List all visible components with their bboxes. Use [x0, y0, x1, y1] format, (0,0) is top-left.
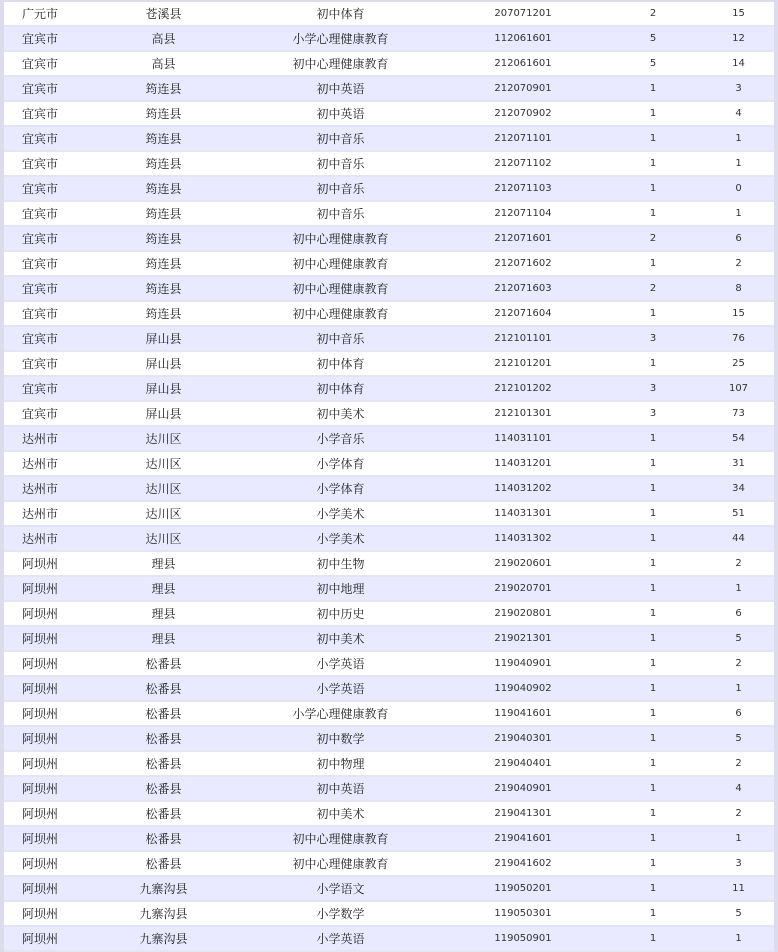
applicants-cell: 15: [703, 302, 774, 327]
table-row: [4, 602, 774, 627]
quota-cell: 1: [603, 677, 703, 702]
table-row: [4, 52, 774, 77]
subject-cell: 初中音乐: [238, 177, 443, 202]
position-code-cell: 119040901: [443, 652, 603, 677]
position-code-cell: 119050201: [443, 877, 603, 902]
subject-cell: 初中体育: [238, 377, 443, 402]
quota-cell: 1: [603, 902, 703, 927]
applicants-cell: 4: [703, 102, 774, 127]
applicants-cell: 1: [703, 152, 774, 177]
quota-cell: 1: [603, 427, 703, 452]
quota-cell: 1: [603, 702, 703, 727]
county-cell: 屏山县: [89, 402, 238, 427]
county-cell: 松番县: [89, 852, 238, 877]
county-cell: 屏山县: [89, 352, 238, 377]
quota-cell: 1: [603, 502, 703, 527]
city-cell: 宜宾市: [4, 202, 89, 227]
quota-cell: 1: [603, 602, 703, 627]
county-cell: 九寨沟县: [89, 902, 238, 927]
position-code-cell: 212070902: [443, 102, 603, 127]
county-cell: 松番县: [89, 827, 238, 852]
applicants-cell: 1: [703, 577, 774, 602]
quota-cell: 1: [603, 927, 703, 952]
subject-cell: 初中心理健康教育: [238, 302, 443, 327]
quota-cell: 1: [603, 802, 703, 827]
county-cell: 筠连县: [89, 202, 238, 227]
subject-cell: 初中心理健康教育: [238, 827, 443, 852]
applicants-cell: 107: [703, 377, 774, 402]
subject-cell: 初中英语: [238, 102, 443, 127]
position-code-cell: 212061601: [443, 52, 603, 77]
quota-cell: 1: [603, 577, 703, 602]
table-row: [4, 177, 774, 202]
subject-cell: 初中英语: [238, 77, 443, 102]
table-row: [4, 452, 774, 477]
subject-cell: 初中体育: [238, 2, 443, 27]
subject-cell: 初中数学: [238, 727, 443, 752]
table-row: [4, 577, 774, 602]
city-cell: 阿坝州: [4, 727, 89, 752]
position-code-cell: 219041301: [443, 802, 603, 827]
table-row: [4, 702, 774, 727]
county-cell: 筠连县: [89, 102, 238, 127]
table-container: [4, 2, 774, 952]
applicants-cell: 2: [703, 652, 774, 677]
quota-cell: 2: [603, 2, 703, 27]
quota-cell: 1: [603, 202, 703, 227]
table-row: [4, 352, 774, 377]
position-code-cell: 219021301: [443, 627, 603, 652]
city-cell: 宜宾市: [4, 352, 89, 377]
applicants-cell: 54: [703, 427, 774, 452]
quota-cell: 3: [603, 377, 703, 402]
applicants-cell: 1: [703, 927, 774, 952]
subject-cell: 小学美术: [238, 527, 443, 552]
table-row: [4, 677, 774, 702]
city-cell: 宜宾市: [4, 27, 89, 52]
county-cell: 筠连县: [89, 127, 238, 152]
table-row: [4, 27, 774, 52]
quota-cell: 1: [603, 177, 703, 202]
table-row: [4, 852, 774, 877]
applicants-cell: 51: [703, 502, 774, 527]
position-code-cell: 212071602: [443, 252, 603, 277]
subject-cell: 小学心理健康教育: [238, 27, 443, 52]
county-cell: 筠连县: [89, 277, 238, 302]
county-cell: 松番县: [89, 777, 238, 802]
city-cell: 阿坝州: [4, 702, 89, 727]
position-code-cell: 219041601: [443, 827, 603, 852]
position-code-cell: 212101101: [443, 327, 603, 352]
county-cell: 松番县: [89, 652, 238, 677]
table-row: [4, 552, 774, 577]
county-cell: 松番县: [89, 802, 238, 827]
table-row: [4, 927, 774, 952]
table-row: [4, 827, 774, 852]
position-code-cell: 219040401: [443, 752, 603, 777]
position-code-cell: 212071102: [443, 152, 603, 177]
applicants-cell: 31: [703, 452, 774, 477]
quota-cell: 1: [603, 352, 703, 377]
quota-cell: 2: [603, 277, 703, 302]
table-row: [4, 152, 774, 177]
county-cell: 达川区: [89, 502, 238, 527]
applicants-cell: 15: [703, 2, 774, 27]
position-code-cell: 212071104: [443, 202, 603, 227]
position-code-cell: 212071101: [443, 127, 603, 152]
quota-cell: 1: [603, 152, 703, 177]
county-cell: 筠连县: [89, 302, 238, 327]
applicants-cell: 1: [703, 127, 774, 152]
table-row: [4, 902, 774, 927]
county-cell: 筠连县: [89, 177, 238, 202]
subject-cell: 初中美术: [238, 802, 443, 827]
county-cell: 达川区: [89, 452, 238, 477]
quota-cell: 1: [603, 127, 703, 152]
applicants-cell: 6: [703, 602, 774, 627]
position-code-cell: 219020701: [443, 577, 603, 602]
subject-cell: 初中音乐: [238, 202, 443, 227]
applicants-cell: 2: [703, 802, 774, 827]
applicants-cell: 2: [703, 552, 774, 577]
city-cell: 宜宾市: [4, 177, 89, 202]
position-code-cell: 112061601: [443, 27, 603, 52]
quota-cell: 1: [603, 652, 703, 677]
city-cell: 宜宾市: [4, 327, 89, 352]
quota-cell: 1: [603, 877, 703, 902]
position-code-cell: 219020801: [443, 602, 603, 627]
quota-cell: 1: [603, 752, 703, 777]
city-cell: 阿坝州: [4, 677, 89, 702]
county-cell: 筠连县: [89, 227, 238, 252]
position-code-cell: 219040901: [443, 777, 603, 802]
quota-cell: 3: [603, 327, 703, 352]
subject-cell: 初中历史: [238, 602, 443, 627]
quota-cell: 1: [603, 102, 703, 127]
applicants-cell: 8: [703, 277, 774, 302]
city-cell: 宜宾市: [4, 77, 89, 102]
applicants-cell: 76: [703, 327, 774, 352]
city-cell: 阿坝州: [4, 602, 89, 627]
city-cell: 宜宾市: [4, 277, 89, 302]
city-cell: 宜宾市: [4, 402, 89, 427]
position-code-cell: 114031202: [443, 477, 603, 502]
table-row: [4, 2, 774, 27]
city-cell: 宜宾市: [4, 127, 89, 152]
applicants-cell: 25: [703, 352, 774, 377]
county-cell: 理县: [89, 627, 238, 652]
subject-cell: 初中音乐: [238, 327, 443, 352]
city-cell: 阿坝州: [4, 552, 89, 577]
applicants-cell: 4: [703, 777, 774, 802]
county-cell: 松番县: [89, 677, 238, 702]
subject-cell: 初中生物: [238, 552, 443, 577]
county-cell: 筠连县: [89, 252, 238, 277]
quota-cell: 1: [603, 777, 703, 802]
county-cell: 松番县: [89, 727, 238, 752]
county-cell: 理县: [89, 552, 238, 577]
city-cell: 阿坝州: [4, 902, 89, 927]
position-code-cell: 119050301: [443, 902, 603, 927]
recruitment-table: [4, 2, 774, 952]
quota-cell: 1: [603, 552, 703, 577]
quota-cell: 1: [603, 727, 703, 752]
table-row: [4, 227, 774, 252]
subject-cell: 初中心理健康教育: [238, 852, 443, 877]
city-cell: 阿坝州: [4, 652, 89, 677]
table-row: [4, 652, 774, 677]
position-code-cell: 212101202: [443, 377, 603, 402]
position-code-cell: 212071601: [443, 227, 603, 252]
table-row: [4, 202, 774, 227]
quota-cell: 1: [603, 527, 703, 552]
subject-cell: 小学语文: [238, 877, 443, 902]
position-code-cell: 114031302: [443, 527, 603, 552]
city-cell: 宜宾市: [4, 227, 89, 252]
applicants-cell: 5: [703, 902, 774, 927]
city-cell: 阿坝州: [4, 577, 89, 602]
county-cell: 理县: [89, 577, 238, 602]
county-cell: 筠连县: [89, 77, 238, 102]
county-cell: 达川区: [89, 527, 238, 552]
table-row: [4, 402, 774, 427]
quota-cell: 1: [603, 302, 703, 327]
table-row: [4, 627, 774, 652]
table-row: [4, 727, 774, 752]
applicants-cell: 1: [703, 677, 774, 702]
city-cell: 宜宾市: [4, 302, 89, 327]
county-cell: 达川区: [89, 427, 238, 452]
applicants-cell: 2: [703, 252, 774, 277]
table-row: [4, 527, 774, 552]
city-cell: 达州市: [4, 452, 89, 477]
table-row: [4, 102, 774, 127]
subject-cell: 初中美术: [238, 627, 443, 652]
position-code-cell: 219040301: [443, 727, 603, 752]
position-code-cell: 207071201: [443, 2, 603, 27]
applicants-cell: 14: [703, 52, 774, 77]
table-row: [4, 377, 774, 402]
county-cell: 达川区: [89, 477, 238, 502]
county-cell: 高县: [89, 27, 238, 52]
table-row: [4, 302, 774, 327]
applicants-cell: 1: [703, 827, 774, 852]
city-cell: 达州市: [4, 502, 89, 527]
position-code-cell: 212071603: [443, 277, 603, 302]
applicants-cell: 73: [703, 402, 774, 427]
table-row: [4, 752, 774, 777]
subject-cell: 小学英语: [238, 677, 443, 702]
subject-cell: 小学体育: [238, 452, 443, 477]
quota-cell: 1: [603, 852, 703, 877]
subject-cell: 初中音乐: [238, 152, 443, 177]
city-cell: 宜宾市: [4, 377, 89, 402]
city-cell: 阿坝州: [4, 877, 89, 902]
county-cell: 松番县: [89, 702, 238, 727]
city-cell: 达州市: [4, 427, 89, 452]
table-row: [4, 502, 774, 527]
quota-cell: 5: [603, 52, 703, 77]
position-code-cell: 212071103: [443, 177, 603, 202]
city-cell: 广元市: [4, 2, 89, 27]
position-code-cell: 114031201: [443, 452, 603, 477]
subject-cell: 初中英语: [238, 777, 443, 802]
city-cell: 阿坝州: [4, 927, 89, 952]
applicants-cell: 44: [703, 527, 774, 552]
subject-cell: 初中体育: [238, 352, 443, 377]
position-code-cell: 219041602: [443, 852, 603, 877]
city-cell: 宜宾市: [4, 102, 89, 127]
city-cell: 达州市: [4, 527, 89, 552]
applicants-cell: 6: [703, 702, 774, 727]
county-cell: 理县: [89, 602, 238, 627]
position-code-cell: 119050901: [443, 927, 603, 952]
applicants-cell: 11: [703, 877, 774, 902]
applicants-cell: 2: [703, 752, 774, 777]
subject-cell: 小学英语: [238, 652, 443, 677]
city-cell: 阿坝州: [4, 627, 89, 652]
city-cell: 宜宾市: [4, 152, 89, 177]
city-cell: 阿坝州: [4, 802, 89, 827]
county-cell: 高县: [89, 52, 238, 77]
table-row: [4, 127, 774, 152]
table-body: [4, 2, 774, 952]
subject-cell: 初中美术: [238, 402, 443, 427]
county-cell: 筠连县: [89, 152, 238, 177]
county-cell: 九寨沟县: [89, 927, 238, 952]
subject-cell: 初中心理健康教育: [238, 277, 443, 302]
table-row: [4, 327, 774, 352]
city-cell: 宜宾市: [4, 252, 89, 277]
subject-cell: 初中音乐: [238, 127, 443, 152]
subject-cell: 小学数学: [238, 902, 443, 927]
applicants-cell: 1: [703, 202, 774, 227]
table-row: [4, 252, 774, 277]
subject-cell: 小学体育: [238, 477, 443, 502]
subject-cell: 初中心理健康教育: [238, 227, 443, 252]
position-code-cell: 212071604: [443, 302, 603, 327]
applicants-cell: 5: [703, 627, 774, 652]
table-row: [4, 277, 774, 302]
subject-cell: 小学美术: [238, 502, 443, 527]
county-cell: 屏山县: [89, 327, 238, 352]
position-code-cell: 219020601: [443, 552, 603, 577]
subject-cell: 初中地理: [238, 577, 443, 602]
quota-cell: 1: [603, 477, 703, 502]
table-row: [4, 427, 774, 452]
quota-cell: 5: [603, 27, 703, 52]
quota-cell: 2: [603, 227, 703, 252]
city-cell: 阿坝州: [4, 852, 89, 877]
applicants-cell: 34: [703, 477, 774, 502]
table-row: [4, 77, 774, 102]
city-cell: 阿坝州: [4, 752, 89, 777]
subject-cell: 初中物理: [238, 752, 443, 777]
position-code-cell: 114031301: [443, 502, 603, 527]
county-cell: 屏山县: [89, 377, 238, 402]
table-row: [4, 477, 774, 502]
position-code-cell: 212101301: [443, 402, 603, 427]
county-cell: 九寨沟县: [89, 877, 238, 902]
subject-cell: 小学心理健康教育: [238, 702, 443, 727]
county-cell: 松番县: [89, 752, 238, 777]
subject-cell: 初中心理健康教育: [238, 52, 443, 77]
applicants-cell: 6: [703, 227, 774, 252]
quota-cell: 1: [603, 627, 703, 652]
subject-cell: 初中心理健康教育: [238, 252, 443, 277]
table-row: [4, 777, 774, 802]
position-code-cell: 212101201: [443, 352, 603, 377]
subject-cell: 小学英语: [238, 927, 443, 952]
position-code-cell: 114031101: [443, 427, 603, 452]
city-cell: 达州市: [4, 477, 89, 502]
position-code-cell: 212070901: [443, 77, 603, 102]
applicants-cell: 5: [703, 727, 774, 752]
quota-cell: 1: [603, 452, 703, 477]
county-cell: 苍溪县: [89, 2, 238, 27]
table-row: [4, 802, 774, 827]
city-cell: 阿坝州: [4, 777, 89, 802]
applicants-cell: 3: [703, 77, 774, 102]
quota-cell: 1: [603, 252, 703, 277]
city-cell: 阿坝州: [4, 827, 89, 852]
quota-cell: 3: [603, 402, 703, 427]
quota-cell: 1: [603, 77, 703, 102]
city-cell: 宜宾市: [4, 52, 89, 77]
subject-cell: 小学音乐: [238, 427, 443, 452]
applicants-cell: 0: [703, 177, 774, 202]
applicants-cell: 12: [703, 27, 774, 52]
table-row: [4, 877, 774, 902]
applicants-cell: 3: [703, 852, 774, 877]
quota-cell: 1: [603, 827, 703, 852]
position-code-cell: 119041601: [443, 702, 603, 727]
position-code-cell: 119040902: [443, 677, 603, 702]
